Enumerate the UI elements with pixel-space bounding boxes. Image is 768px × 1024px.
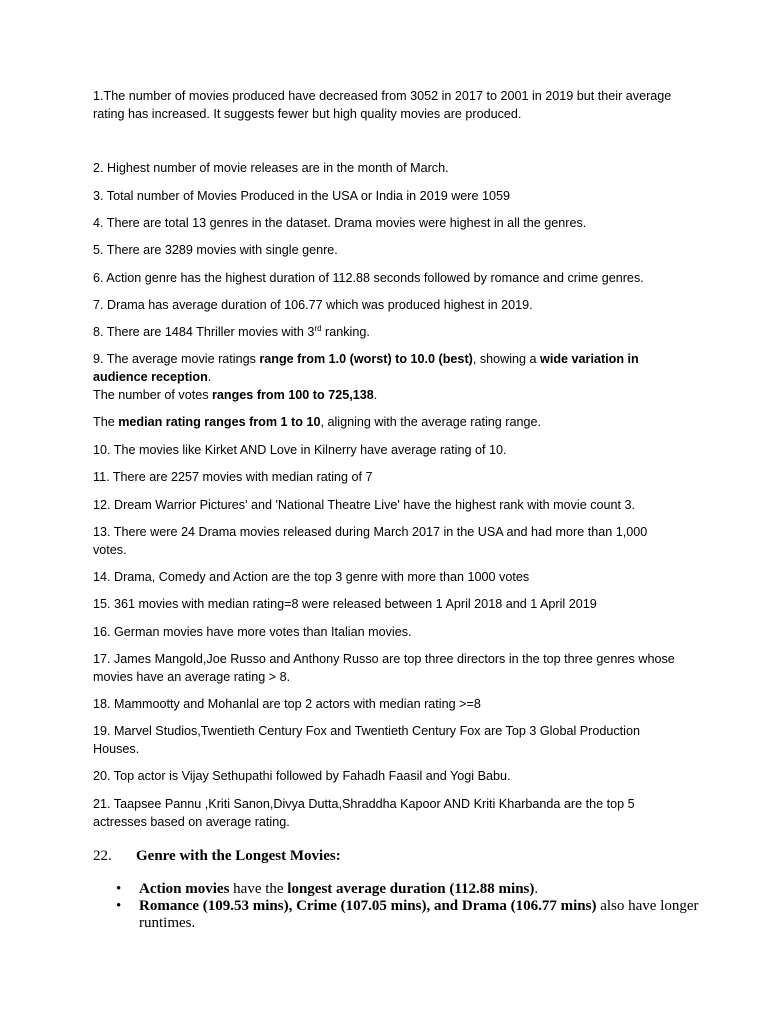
- insight-11: 11. There are 2257 movies with median rating of 7: [93, 470, 373, 484]
- insight-8-sup: rd: [314, 324, 322, 333]
- insight-14: 14. Drama, Comedy and Action are the top 3 genre with more than 1000 votes: [93, 570, 530, 584]
- bullet-1-text-b: .: [534, 881, 539, 897]
- insight-4: 4. There are total 13 genres in the dataset. Drama movies were highest in all the genres.: [93, 216, 587, 230]
- votes-text-b: .: [373, 388, 378, 402]
- median-text-b: , aligning with the average rating range.: [320, 415, 542, 429]
- insight-1: 1.The number of movies produced have decreased from 3052 in 2017 to 2001 in 2019 but their average rating has increased. It suggests fewer but high quality movies are produced.: [93, 89, 672, 121]
- insight-9-bold-b: wide variation in audience reception: [93, 352, 639, 384]
- section-22-number: 22.: [93, 848, 112, 864]
- insight-7: 7. Drama has average duration of 106.77 which was produced highest in 2019.: [93, 298, 533, 312]
- insight-8-text: 8. There are 1484 Thriller movies with 3: [93, 325, 315, 339]
- insight-10: 10. The movies like Kirket AND Love in Kilnerry have average rating of 10.: [93, 443, 507, 457]
- bullet-item-1: [139, 881, 699, 898]
- insight-19: 19. Marvel Studios,Twentieth Century Fox and Twentieth Century Fox are Top 3 Global Production Houses.: [93, 724, 640, 756]
- median-text-a: The: [93, 415, 119, 429]
- insight-9-text-a: 9. The average movie ratings: [93, 352, 260, 366]
- bullet-1-text-a: have the: [229, 881, 288, 897]
- bullet-item-2: [139, 898, 699, 932]
- insight-6: 6. Action genre has the highest duration of 112.88 seconds followed by romance and crime genres.: [93, 271, 644, 285]
- insight-9: [93, 350, 683, 386]
- insight-15: 15. 361 movies with median rating=8 were released between 1 April 2018 and 1 April 2019: [93, 597, 597, 611]
- insight-2: 2. Highest number of movie releases are in the month of March.: [93, 161, 449, 175]
- insight-median: [93, 413, 683, 431]
- insight-8: [93, 323, 683, 341]
- insight-16: 16. German movies have more votes than Italian movies.: [93, 625, 412, 639]
- votes-bold: ranges from 100 to 725,138: [212, 388, 374, 402]
- insight-3: 3. Total number of Movies Produced in the USA or India in 2019 were 1059: [93, 189, 511, 203]
- insight-9-text-b: , showing a: [472, 352, 541, 366]
- insight-votes: [93, 386, 683, 404]
- insight-9-bold-a: range from 1.0 (worst) to 10.0 (best): [259, 352, 473, 366]
- bullet-dot-1: •: [116, 881, 122, 897]
- insight-9-text-c: .: [207, 370, 212, 384]
- median-bold: median rating ranges from 1 to 10: [118, 415, 321, 429]
- insight-12: 12. Dream Warrior Pictures' and 'National Theatre Live' have the highest rank with movie count 3.: [93, 498, 636, 512]
- insight-20: 20. Top actor is Vijay Sethupathi followed by Fahadh Faasil and Yogi Babu.: [93, 769, 511, 783]
- bullet-2-text: also have longer runtimes.: [139, 898, 699, 931]
- insight-18: 18. Mammootty and Mohanlal are top 2 actors with median rating >=8: [93, 697, 481, 711]
- votes-text-a: The number of votes: [93, 388, 213, 402]
- insight-8-tail: ranking.: [321, 325, 370, 339]
- bullet-1-bold-b: longest average duration (112.88 mins): [287, 881, 535, 897]
- section-22-heading: Genre with the Longest Movies:: [136, 848, 341, 864]
- insight-13: 13. There were 24 Drama movies released during March 2017 in the USA and had more than 1,000 votes.: [93, 525, 648, 557]
- insight-5: 5. There are 3289 movies with single genre.: [93, 243, 338, 257]
- insight-17: 17. James Mangold,Joe Russo and Anthony Russo are top three directors in the top three genres whose movies have an average rating > 8.: [93, 652, 675, 684]
- bullet-2-bold: Romance (109.53 mins), Crime (107.05 mins), and Drama (106.77 mins): [139, 898, 597, 914]
- bullet-dot-2: •: [116, 898, 122, 914]
- bullet-1-bold-a: Action movies: [139, 881, 230, 897]
- insight-21: 21. Taapsee Pannu ,Kriti Sanon,Divya Dutta,Shraddha Kapoor AND Kriti Kharbanda are the top 5 actresses based on average rating.: [93, 797, 635, 829]
